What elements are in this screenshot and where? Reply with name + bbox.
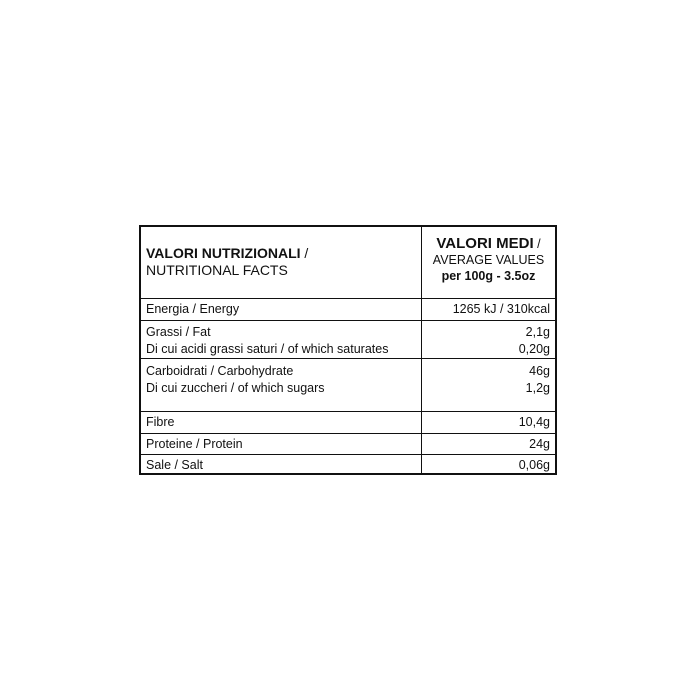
header-left-cell: [146, 245, 308, 279]
row-value: 0,06g: [518, 458, 550, 472]
row-value: 10,4g: [518, 415, 550, 429]
row-sub-label: Di cui zuccheri / of which sugars: [146, 381, 325, 395]
header-right-title-sep: /: [533, 237, 541, 251]
row-label: Sale / Salt: [146, 458, 203, 472]
row-sub-label: Di cui acidi grassi saturi / of which saturates: [146, 342, 389, 356]
header-right-title-bold: VALORI MEDI: [436, 235, 534, 252]
header-right-title: [422, 236, 555, 252]
header-right-cell: [422, 236, 555, 284]
nutrition-facts-table: [139, 225, 557, 475]
header-left-title: [146, 245, 308, 262]
table-header-row: [141, 227, 555, 299]
row-label: Energia / Energy: [146, 302, 240, 316]
row-label: Proteine / Protein: [146, 437, 243, 451]
table-row-carbohydrate: [141, 359, 555, 412]
row-label-group: [146, 363, 325, 397]
row-value: 46g: [529, 364, 550, 378]
row-label-group: [146, 324, 388, 358]
row-value-group: [519, 324, 550, 358]
header-left-title-sep: /: [300, 245, 309, 261]
row-label: Fibre: [146, 415, 175, 429]
row-value-group: [526, 363, 550, 397]
table-row-protein: [141, 434, 555, 455]
header-left-subtitle: NUTRITIONAL FACTS: [146, 262, 288, 278]
row-value: 24g: [529, 437, 550, 451]
row-value: 2,1g: [525, 325, 550, 339]
table-row-salt: [141, 455, 555, 475]
row-sub-value: 0,20g: [518, 342, 550, 356]
header-right-per: per 100g - 3.5oz: [441, 269, 536, 283]
row-value: 1265 kJ / 310kcal: [452, 302, 550, 316]
header-left-title-bold: VALORI NUTRIZIONALI: [146, 245, 301, 261]
row-label: Carboidrati / Carbohydrate: [146, 364, 294, 378]
table-row-fat: [141, 321, 555, 359]
header-right-subtitle: AVERAGE VALUES: [432, 253, 545, 267]
table-row-energy: [141, 299, 555, 321]
row-label: Grassi / Fat: [146, 325, 211, 339]
row-sub-value: 1,2g: [525, 381, 550, 395]
table-row-fibre: [141, 412, 555, 434]
